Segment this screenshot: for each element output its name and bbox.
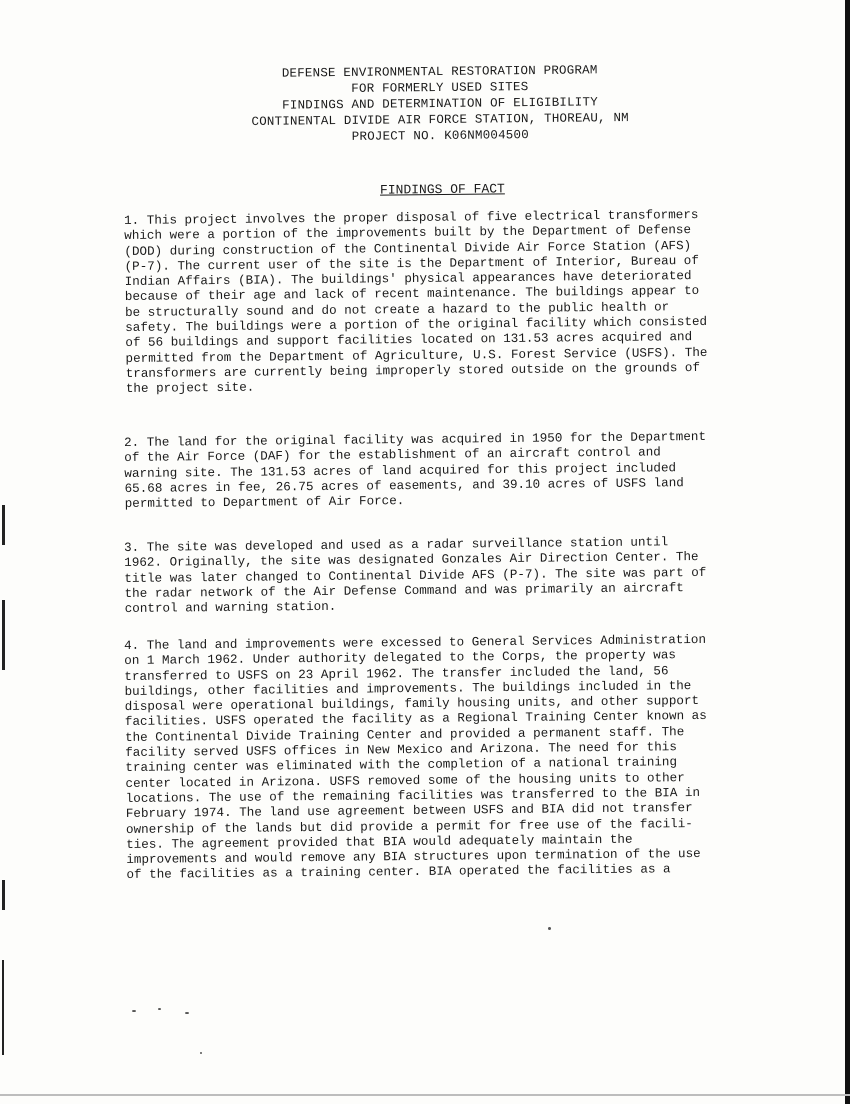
text-line: permitted to Department of Air Force. [124, 494, 405, 512]
header-line-findings: FINDINGS AND DETERMINATION OF ELIGIBILITY [282, 95, 598, 113]
scan-speck [132, 1010, 136, 1012]
text-line: Indian Affairs (BIA). The buildings' physical appearances have deteriorated [124, 269, 692, 290]
scan-artifact-mark [2, 600, 5, 670]
text-line: ties. The agreement provided that BIA would adequately maintain the [126, 832, 633, 852]
text-line: on 1 March 1962. Under authority delegated to the Corps, the property was [124, 648, 676, 669]
paragraph-3 [124, 534, 785, 617]
text-line: 2. The land for the original facility was acquired in 1950 for the Department [124, 429, 707, 450]
scan-speck [548, 927, 551, 930]
scan-artifact-mark [2, 960, 4, 1055]
text-line: safety. The buildings were a portion of the original facility which consisted [125, 314, 708, 336]
section-title: FINDINGS OF FACT [379, 181, 505, 198]
text-line: the project site. [125, 380, 255, 397]
text-line: of the Air Force (DAF) for the establishment of an aircraft control and [124, 445, 661, 466]
text-line: 3. The site was developed and used as a radar surveillance station until [124, 535, 669, 555]
text-line: because of their age and lack of recent maintenance. The buildings appear to [124, 284, 700, 305]
text-line: facility served USFS offices in New Mexico and Arizona. The need for this [125, 740, 677, 761]
scan-speck [158, 1008, 161, 1010]
text-line: disposal were operational buildings, family housing units, and other support [124, 694, 700, 715]
text-line: 1. This project involves the proper disposal of five electrical transformers [124, 207, 699, 228]
text-line: improvements and would remove any BIA structures upon termination of the use [126, 847, 701, 868]
header-line-program: DEFENSE ENVIRONMENTAL RESTORATION PROGRAM [281, 63, 598, 81]
text-line: center located in Arizona. USFS removed some of the housing units to other [125, 770, 685, 791]
header-line-project-number: PROJECT NO. K06NM004500 [351, 128, 529, 144]
text-line: (DOD) during construction of the Continental Divide Air Force Station (AFS) [124, 238, 692, 259]
document-header [230, 62, 651, 146]
text-line: control and warning station. [124, 599, 337, 617]
paragraph-2 [124, 429, 785, 512]
text-line: 4. The land and improvements were excessed to General Services Administration [124, 632, 707, 653]
text-line: permitted from the Department of Agriculture, U.S. Forest Service (USFS). The [125, 345, 708, 366]
text-line: be structurally sound and do not create a hazard to the public health or [124, 300, 670, 320]
text-line: locations. The use of the remaining facilities was transferred to the BIA in [125, 785, 701, 806]
text-line: buildings, other facilities and improvements. The buildings included in the [124, 678, 692, 699]
paragraph-1 [124, 207, 786, 397]
text-line: which were a portion of the improvements built by the Department of Defense [124, 223, 692, 244]
text-line: the radar network of the Air Defense Command and was primarily an aircraft [124, 581, 684, 601]
text-line: transformers are currently being improperly stored outside on the grounds of [125, 360, 701, 381]
scan-border-bottom [0, 1094, 850, 1096]
text-line: warning site. The 131.53 acres of land acquired for this project included [124, 460, 677, 481]
text-line: title was later changed to Continental Divide AFS (P-7). The site was part of [124, 565, 707, 586]
paragraph-4 [124, 632, 787, 884]
text-line: 65.68 acres in fee, 26.75 acres of easements, and 39.10 acres of USFS land [124, 476, 684, 496]
scan-speck [185, 1012, 189, 1014]
scan-artifact-mark [2, 505, 5, 545]
scan-artifact-mark [2, 880, 5, 910]
scan-border-right [845, 0, 850, 1104]
text-line: the Continental Divide Training Center and provided a permanent staff. The [124, 724, 685, 745]
scan-speck [200, 1052, 202, 1054]
text-line: transferred to USFS on 23 April 1962. The transfer included the land, 56 [124, 663, 669, 684]
text-line: 1962. Originally, the site was designated Gonzales Air Direction Center. The [124, 550, 699, 571]
text-line: (P-7). The current user of the site is the Department of Interior, Bureau of [124, 253, 699, 274]
text-line: of the facilities as a training center. BIA operated the facilities as a [126, 862, 671, 883]
text-line: facilities. USFS operated the facility as a Regional Training Center known as [124, 709, 707, 730]
header-line-sites: FOR FORMERLY USED SITES [351, 80, 529, 96]
text-line: February 1974. The land use agreement between USFS and BIA did not transfer [125, 801, 693, 822]
text-line: training center was eliminated with the completion of a national training [125, 755, 678, 776]
header-line-station: CONTINENTAL DIVIDE AIR FORCE STATION, THOREAU, NM [251, 111, 629, 129]
text-line: of 56 buildings and support facilities located on 131.53 acres acquired and [125, 330, 693, 351]
text-line: ownership of the lands but did provide a permit for free use of the facili- [125, 816, 693, 837]
